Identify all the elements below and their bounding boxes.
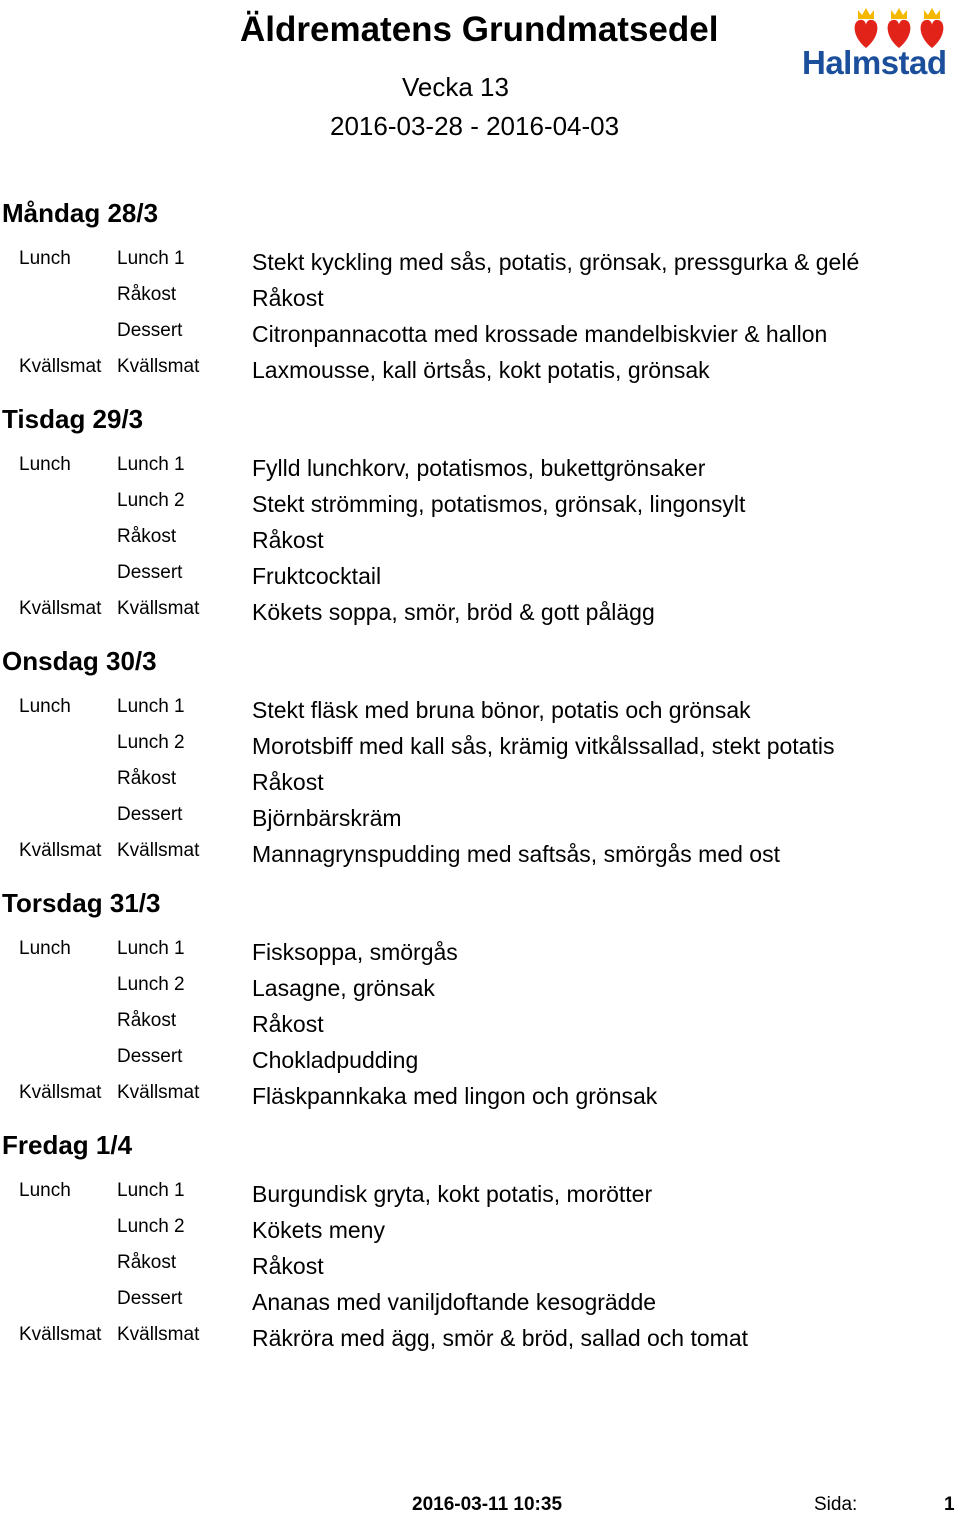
dish-description: Fisksoppa, smörgås <box>252 939 458 965</box>
dish-description: Fylld lunchkorv, potatismos, bukettgrönsaker <box>252 455 706 481</box>
menu-row <box>0 1248 960 1284</box>
meal-type: Kvällsmat <box>19 1324 102 1345</box>
menu-row <box>0 1078 960 1114</box>
meal-type: Kvällsmat <box>19 1082 102 1103</box>
menu-row <box>0 558 960 594</box>
course-name: Dessert <box>117 804 183 825</box>
course-name: Dessert <box>117 1288 183 1309</box>
course-name: Lunch 2 <box>117 490 185 511</box>
course-name: Lunch 2 <box>117 732 185 753</box>
course-name: Kvällsmat <box>117 598 200 619</box>
dish-description: Stekt strömming, potatismos, grönsak, lingonsylt <box>252 491 746 517</box>
meal-type: Lunch <box>19 938 71 959</box>
dish-description: Råkost <box>252 1253 324 1279</box>
day-spacer <box>0 388 960 398</box>
menu-row <box>0 728 960 764</box>
dish-description: Laxmousse, kall örtsås, kokt potatis, grönsak <box>252 357 710 383</box>
menu-row <box>0 450 960 486</box>
course-name: Råkost <box>117 768 177 789</box>
meal-type: Lunch <box>19 1180 71 1201</box>
dish-description: Mannagrynspudding med saftsås, smörgås med ost <box>252 841 780 867</box>
menu-row <box>0 1212 960 1248</box>
date-range: 2016-03-28 - 2016-04-03 <box>330 111 620 141</box>
dish-description: Råkost <box>252 769 324 795</box>
course-name: Kvällsmat <box>117 840 200 861</box>
menu-row <box>0 1284 960 1320</box>
day-title: Måndag 28/3 <box>2 198 159 228</box>
logo-wordmark: Halmstad <box>802 44 947 81</box>
course-name: Lunch 2 <box>117 974 185 995</box>
menu-row <box>0 316 960 352</box>
course-name: Lunch 1 <box>117 1180 185 1201</box>
dish-description: Stekt kyckling med sås, potatis, grönsak, pressgurka & gelé <box>252 249 860 275</box>
course-name: Lunch 2 <box>117 1216 185 1237</box>
menu-row <box>0 486 960 522</box>
course-name: Råkost <box>117 1252 177 1273</box>
course-name: Lunch 1 <box>117 454 185 475</box>
dish-description: Lasagne, grönsak <box>252 975 435 1001</box>
menu-row <box>0 764 960 800</box>
dish-description: Burgundisk gryta, kokt potatis, morötter <box>252 1181 653 1207</box>
dish-description: Fruktcocktail <box>252 563 382 589</box>
course-name: Kvällsmat <box>117 1324 200 1345</box>
week-label: Vecka 13 <box>402 72 509 102</box>
meal-type: Lunch <box>19 454 71 475</box>
menu-row <box>0 836 960 872</box>
day-section <box>0 882 960 1124</box>
menu-row <box>0 800 960 836</box>
menu-row <box>0 244 960 280</box>
day-title: Fredag 1/4 <box>2 1130 133 1160</box>
menu-row <box>0 352 960 388</box>
dish-description: Kökets soppa, smör, bröd & gott pålägg <box>252 599 655 625</box>
day-title: Torsdag 31/3 <box>2 888 161 918</box>
dish-description: Kökets meny <box>252 1217 385 1243</box>
day-spacer <box>0 1356 960 1366</box>
day-spacer <box>0 1114 960 1124</box>
menu-row <box>0 522 960 558</box>
meal-type: Lunch <box>19 696 71 717</box>
dish-description: Björnbärskräm <box>252 805 402 831</box>
dish-description: Råkost <box>252 527 324 553</box>
dish-description: Citronpannacotta med krossade mandelbiskvier & hallon <box>252 321 828 347</box>
course-name: Lunch 1 <box>117 248 185 269</box>
meal-type: Kvällsmat <box>19 356 102 377</box>
menu-row <box>0 934 960 970</box>
dish-description: Råkost <box>252 1011 324 1037</box>
dish-description: Fläskpannkaka med lingon och grönsak <box>252 1083 658 1109</box>
menu-row <box>0 1042 960 1078</box>
printed-timestamp: 2016-03-11 10:35 <box>412 1494 563 1515</box>
day-spacer <box>0 872 960 882</box>
meal-type: Kvällsmat <box>19 598 102 619</box>
day-spacer <box>0 630 960 640</box>
dish-description: Morotsbiff med kall sås, krämig vitkålssallad, stekt potatis <box>252 733 835 759</box>
dish-description: Räkröra med ägg, smör & bröd, sallad och tomat <box>252 1325 749 1351</box>
course-name: Dessert <box>117 320 183 341</box>
course-name: Kvällsmat <box>117 1082 200 1103</box>
course-name: Råkost <box>117 526 177 547</box>
crown-icons <box>858 8 940 19</box>
course-name: Lunch 1 <box>117 938 185 959</box>
menu-row <box>0 970 960 1006</box>
dish-description: Stekt fläsk med bruna bönor, potatis och grönsak <box>252 697 751 723</box>
menu-row <box>0 594 960 630</box>
menu-row <box>0 1320 960 1356</box>
meal-type: Lunch <box>19 248 71 269</box>
day-section <box>0 1124 960 1366</box>
dish-description: Ananas med vaniljdoftande kesogrädde <box>252 1289 657 1315</box>
day-title: Tisdag 29/3 <box>2 404 144 434</box>
menu-row <box>0 1006 960 1042</box>
document-header <box>0 0 960 180</box>
course-name: Lunch 1 <box>117 696 185 717</box>
document-footer <box>0 1494 960 1518</box>
menu-row <box>0 1176 960 1212</box>
course-name: Dessert <box>117 1046 183 1067</box>
day-section <box>0 192 960 398</box>
course-name: Råkost <box>117 284 177 305</box>
day-section <box>0 640 960 882</box>
halmstad-logo <box>798 4 960 80</box>
dish-description: Råkost <box>252 285 324 311</box>
menu-row <box>0 692 960 728</box>
document-title: Äldrematens Grundmatsedel <box>240 10 719 49</box>
menu-row <box>0 280 960 316</box>
day-section <box>0 398 960 640</box>
dish-description: Chokladpudding <box>252 1047 419 1073</box>
meal-type: Kvällsmat <box>19 840 102 861</box>
page-label: Sida: <box>814 1494 858 1515</box>
course-name: Kvällsmat <box>117 356 200 377</box>
course-name: Råkost <box>117 1010 177 1031</box>
course-name: Dessert <box>117 562 183 583</box>
page-number: 1 <box>944 1494 955 1515</box>
day-title: Onsdag 30/3 <box>2 646 157 676</box>
weekly-menu <box>0 192 960 1366</box>
